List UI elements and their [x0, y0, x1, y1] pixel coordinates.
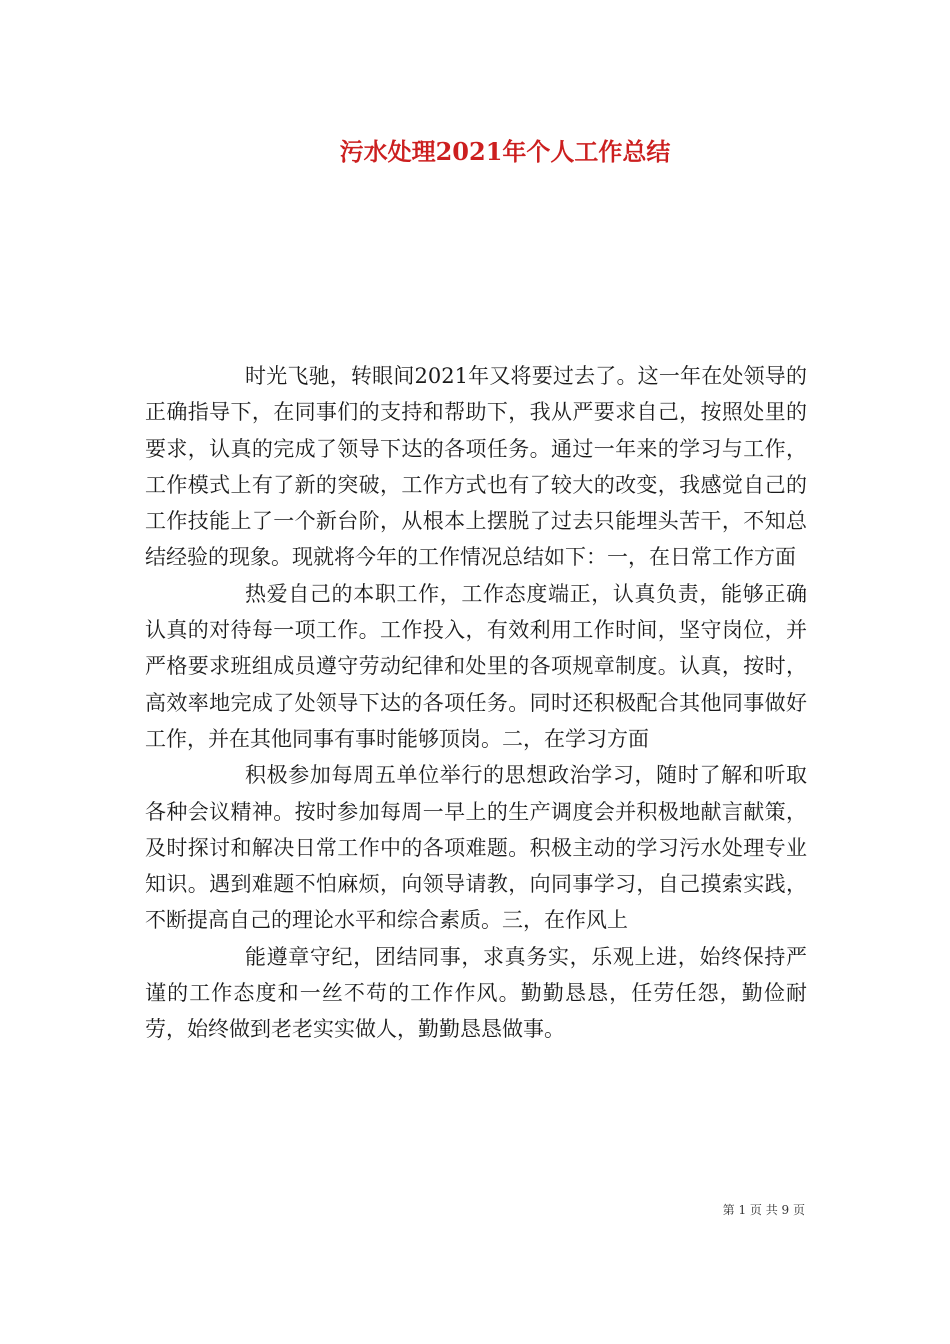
document-title: 污水处理2021年个人工作总结 [339, 137, 671, 166]
paragraph: 时光飞驰，转眼间2021年又将要过去了。这一年在处领导的正确指导下，在同事们的支持和帮助下，我从严要求自己，按照处里的要求，认真的完成了领导下达的各项任务。通过一年来的学习与工作，工作模式上有了新的突破，工作方式也有了较大的改变，我感觉自己的工作技能上了一个新台阶，从根本上摆脱了过去只能埋头苦干，不知总结经验的现象。现就将今年的工作情况总结如下：一，在日常工作方面 [145, 364, 807, 570]
paragraph: 热爱自己的本职工作，工作态度端正，认真负责，能够正确认真的对待每一项工作。工作投入，有效利用工作时间，坚守岗位，并严格要求班组成员遵守劳动纪律和处里的各项规章制度。认真，按时，高效率地完成了处领导下达的各项任务。同时还积极配合其他同事做好工作，并在其他同事有事时能够顶岗。二，在学习方面 [145, 581, 807, 751]
paragraph: 能遵章守纪，团结同事，求真务实，乐观上进，始终保持严谨的工作态度和一丝不苟的工作作风。勤勤恳恳，任劳任怨，勤俭耐劳，始终做到老老实实做人，勤勤恳恳做事。 [145, 944, 807, 1042]
document-body [145, 358, 807, 1048]
paragraph: 积极参加每周五单位举行的思想政治学习，随时了解和听取各种会议精神。按时参加每周一早上的生产调度会并积极地献言献策，及时探讨和解决日常工作中的各项难题。积极主动的学习污水处理专业知识。遇到难题不怕麻烦，向领导请教，向同事学习，自己摸索实践，不断提高自己的理论水平和综合素质。三，在作风上 [145, 763, 807, 933]
page-number-footer: 第 1 页 共 9 页 [722, 1203, 805, 1217]
